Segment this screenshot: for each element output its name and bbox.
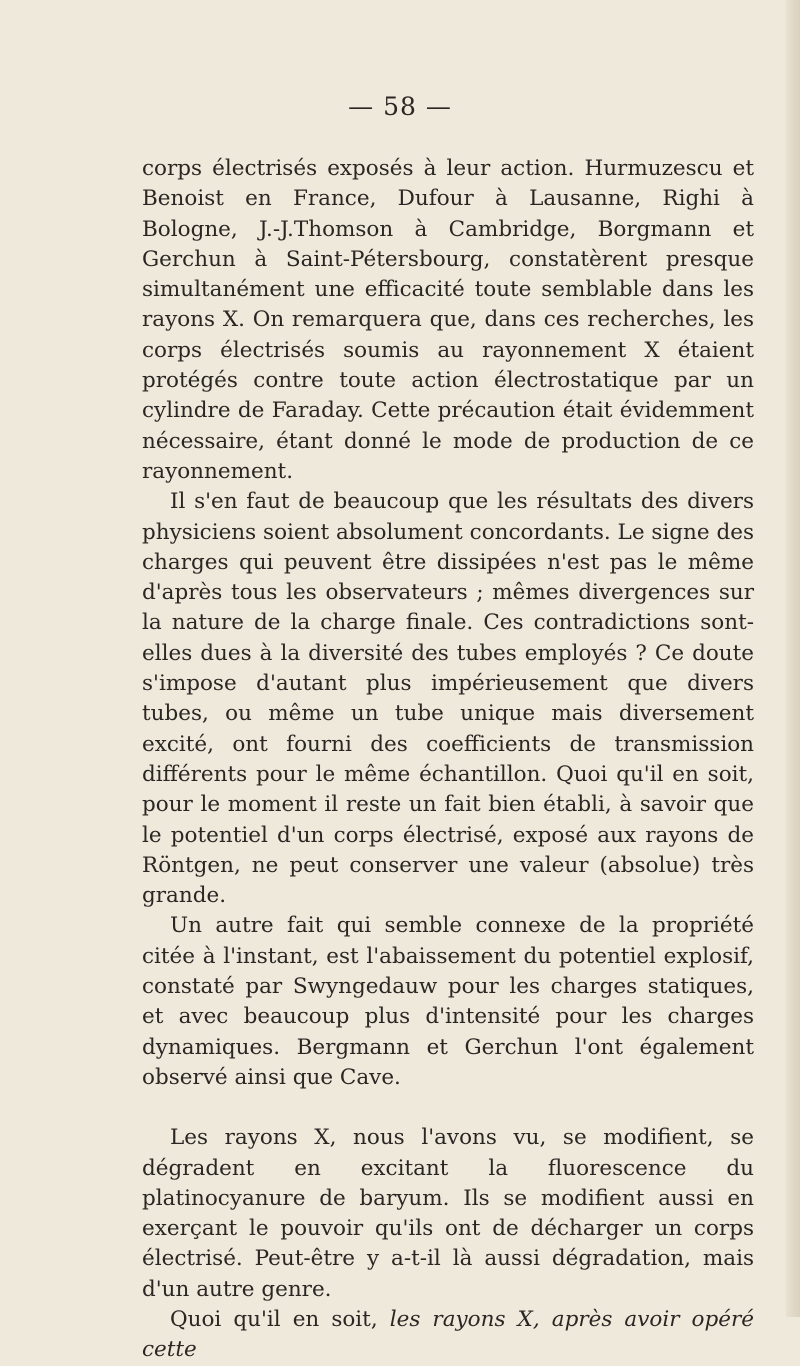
paragraph-3: Un autre fait qui semble connexe de la propriété citée à l'instant, est l'abaissement du potentiel explosif, constaté par Swyngedauw pour les charges statiques, et avec beaucoup plus d'intensité pour les charges dynamiques. Bergmann et Gerchun l'ont également observé ainsi que Cave. xyxy=(142,913,754,1090)
paragraph-5-italic: les rayons X, après avoir opéré cette xyxy=(142,1306,754,1363)
page-edge xyxy=(786,0,800,1317)
paragraph-1: corps électrisés exposés à leur action. Hurmuzescu et Benoist en France, Dufour à Lausanne, Righi à Bologne, J.-J.Thomson à Cambridge, Borgmann et Gerchun à Saint-Pétersbourg, constatèrent presque simultanément une efficacité toute semblable dans les rayons X. On remarquera que, dans ces recherches, les corps électrisés soumis au rayonnement X étaient protégés contre toute action électrostatique par un cylindre de Faraday. Cette précaution était évidemment nécessaire, étant donné le mode de production de ce rayonnement. xyxy=(142,156,754,484)
page-number: — 58 — xyxy=(348,92,452,121)
paragraph-2: Il s'en faut de beaucoup que les résultats des divers physiciens soient absolument concordants. Le signe des charges qui peuvent être dissipées n'est pas le même d'après tous les observateurs ; mêmes divergences sur la nature de la charge finale. Ces contradictions sont-elles dues à la diversité des tubes employés ? Ce doute s'impose d'autant plus impérieusement que divers tubes, ou même un tube unique mais diversement excité, ont fourni des coefficients de transmission différents pour le même échantillon. Quoi qu'il en soit, pour le moment il reste un fait bien établi, à savoir que le potentiel d'un corps électrisé, exposé aux rayons de Röntgen, ne peut conserver une valeur (absolue) très grande. xyxy=(142,489,754,909)
paragraph-4: Les rayons X, nous l'avons vu, se modifient, se dégradent en excitant la fluorescence du platinocyanure de baryum. Ils se modifient aussi en exerçant le pouvoir qu'ils ont de décharger un corps électrisé. Peut-être y a-t-il là aussi dégradation, mais d'un autre genre. xyxy=(142,1125,754,1302)
paragraph-5-text: Quoi qu'il en soit, xyxy=(170,1306,390,1332)
body-text xyxy=(142,154,754,1366)
paragraph-5 xyxy=(142,1305,754,1366)
